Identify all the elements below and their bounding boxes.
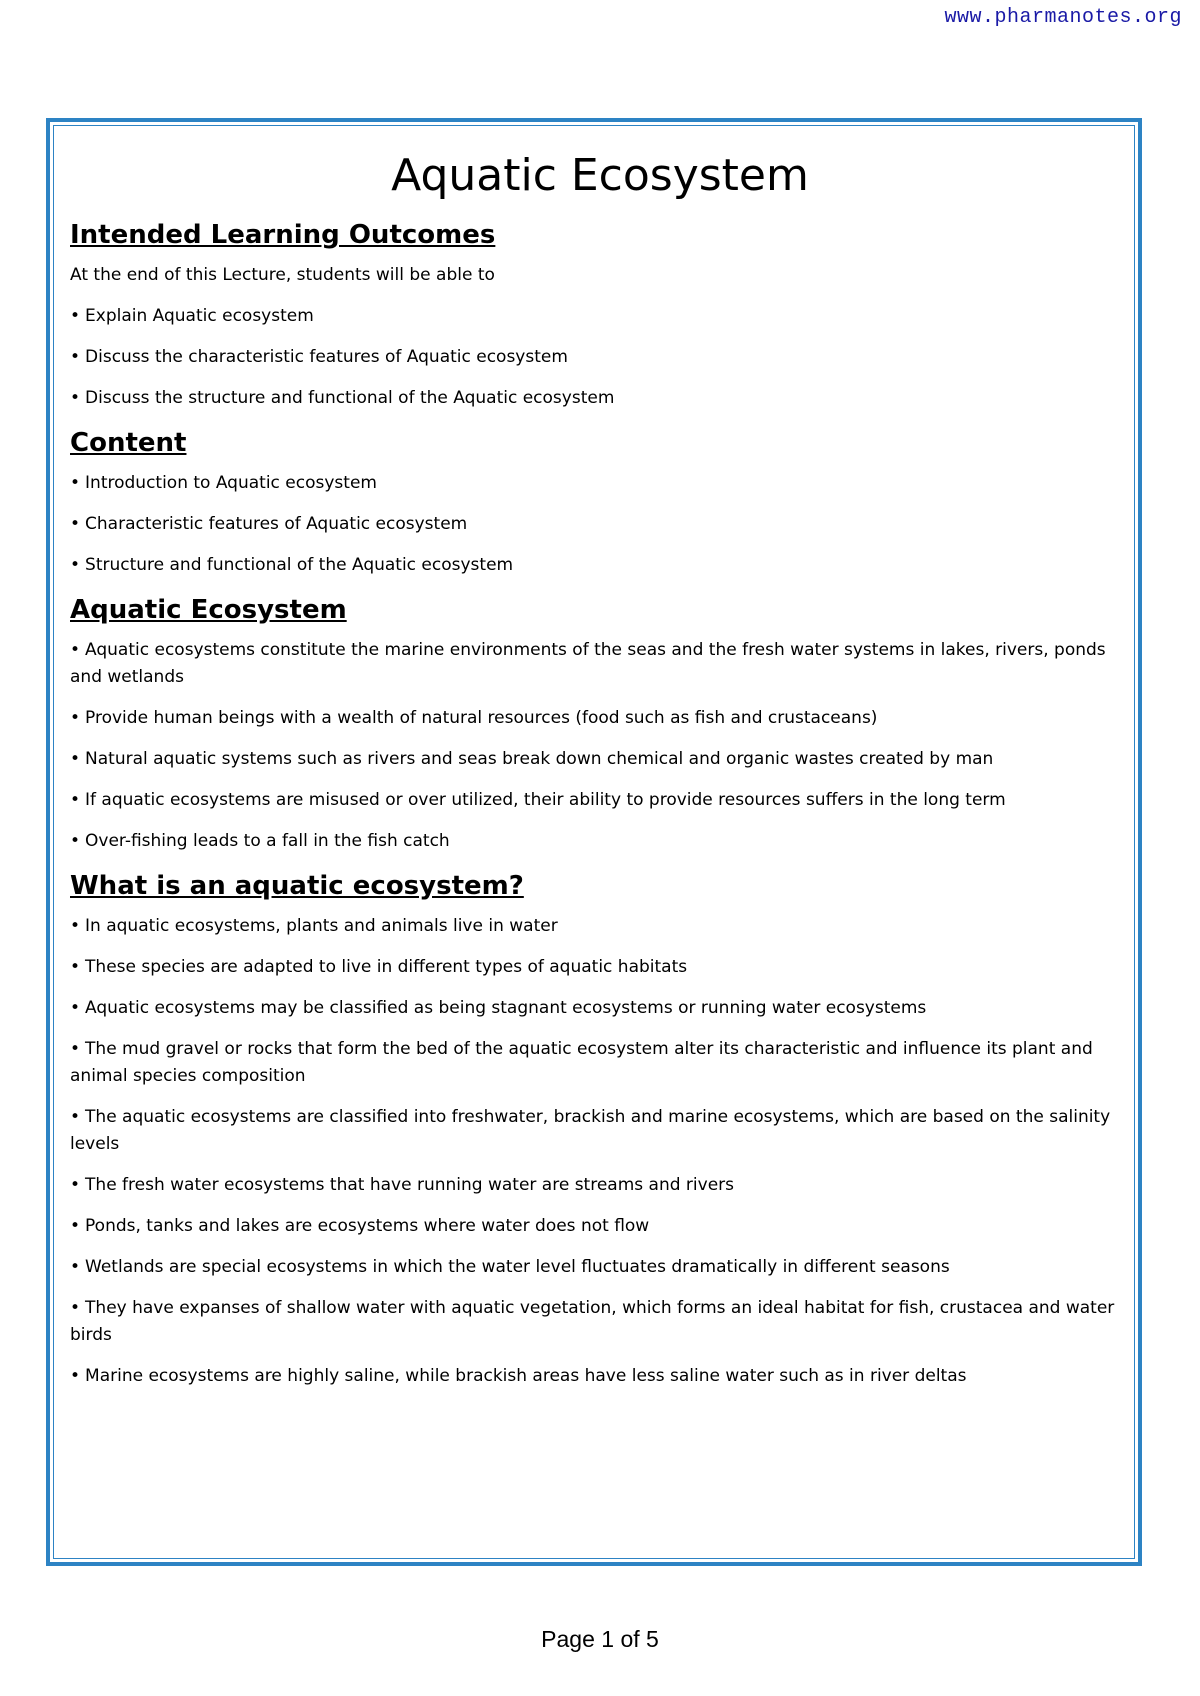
bullet-icon: • — [70, 388, 81, 408]
bullet-icon: • — [70, 790, 81, 810]
bullet-icon: • — [70, 1039, 81, 1059]
list-item: • The mud gravel or rocks that form the bed of the aquatic ecosystem alter its characteristic and influence its plant and animal species composition — [70, 1039, 1093, 1086]
bullet-icon: • — [70, 306, 81, 326]
section-heading: Intended Learning Outcomes — [70, 220, 496, 250]
list-item: • Wetlands are special ecosystems in which the water level fluctuates dramatically in different seasons — [70, 1257, 950, 1277]
list-item: • Marine ecosystems are highly saline, while brackish areas have less saline water such as in river deltas — [70, 1366, 967, 1386]
bullet-icon: • — [70, 1175, 81, 1195]
bullet-icon: • — [70, 957, 81, 977]
list-item: • Aquatic ecosystems constitute the marine environments of the seas and the fresh water systems in lakes, rivers, ponds and wetlands — [70, 640, 1106, 687]
list-item: • They have expanses of shallow water with aquatic vegetation, which forms an ideal habitat for fish, crustacea and water birds — [70, 1298, 1115, 1345]
list-item: • Structure and functional of the Aquatic ecosystem — [70, 555, 514, 575]
bullet-icon: • — [70, 998, 81, 1018]
section-heading: Content — [70, 428, 187, 458]
list-item: • These species are adapted to live in different types of aquatic habitats — [70, 957, 688, 977]
section-content — [70, 426, 1130, 579]
bullet-icon: • — [70, 514, 81, 534]
list-item: • Over-fishing leads to a fall in the fish catch — [70, 831, 450, 851]
bullet-icon: • — [70, 1366, 81, 1386]
bullet-icon: • — [70, 555, 81, 575]
list-item: • If aquatic ecosystems are misused or over utilized, their ability to provide resources suffers in the long term — [70, 790, 1006, 810]
list-item: • The fresh water ecosystems that have running water are streams and rivers — [70, 1175, 734, 1195]
list-item: • Provide human beings with a wealth of natural resources (food such as fish and crustaceans) — [70, 708, 878, 728]
list-item: • Ponds, tanks and lakes are ecosystems where water does not flow — [70, 1216, 650, 1236]
section-intro: At the end of this Lecture, students will be able to — [70, 265, 495, 285]
bullet-icon: • — [70, 916, 81, 936]
bullet-icon: • — [70, 473, 81, 493]
section-heading: What is an aquatic ecosystem? — [70, 871, 524, 901]
bullet-icon: • — [70, 749, 81, 769]
list-item: • In aquatic ecosystems, plants and animals live in water — [70, 916, 558, 936]
section-heading: Aquatic Ecosystem — [70, 595, 347, 625]
list-item: • Aquatic ecosystems may be classified as being stagnant ecosystems or running water ecosystems — [70, 998, 927, 1018]
site-url-link[interactable]: www.pharmanotes.org — [944, 6, 1182, 29]
bullet-icon: • — [70, 1257, 81, 1277]
section-aquatic-ecosystem — [70, 593, 1130, 855]
section-what-is-aquatic-ecosystem — [70, 869, 1130, 1390]
list-item: • Discuss the structure and functional of the Aquatic ecosystem — [70, 388, 615, 408]
list-item: • Explain Aquatic ecosystem — [70, 306, 314, 326]
bullet-icon: • — [70, 1107, 81, 1127]
bullet-icon: • — [70, 347, 81, 367]
list-item: • The aquatic ecosystems are classified into freshwater, brackish and marine ecosystems, which are based on the salinity levels — [70, 1107, 1111, 1154]
section-learning-outcomes — [70, 218, 1130, 412]
bullet-icon: • — [70, 1298, 81, 1318]
page-number: Page 1 of 5 — [541, 1626, 659, 1652]
document-title: Aquatic Ecosystem — [391, 150, 809, 201]
bullet-icon: • — [70, 708, 81, 728]
bullet-icon: • — [70, 640, 81, 660]
bullet-icon: • — [70, 831, 81, 851]
bullet-icon: • — [70, 1216, 81, 1236]
list-item: • Introduction to Aquatic ecosystem — [70, 473, 377, 493]
list-item: • Characteristic features of Aquatic ecosystem — [70, 514, 468, 534]
document-body — [70, 140, 1130, 1404]
list-item: • Discuss the characteristic features of Aquatic ecosystem — [70, 347, 568, 367]
list-item: • Natural aquatic systems such as rivers and seas break down chemical and organic wastes created by man — [70, 749, 994, 769]
